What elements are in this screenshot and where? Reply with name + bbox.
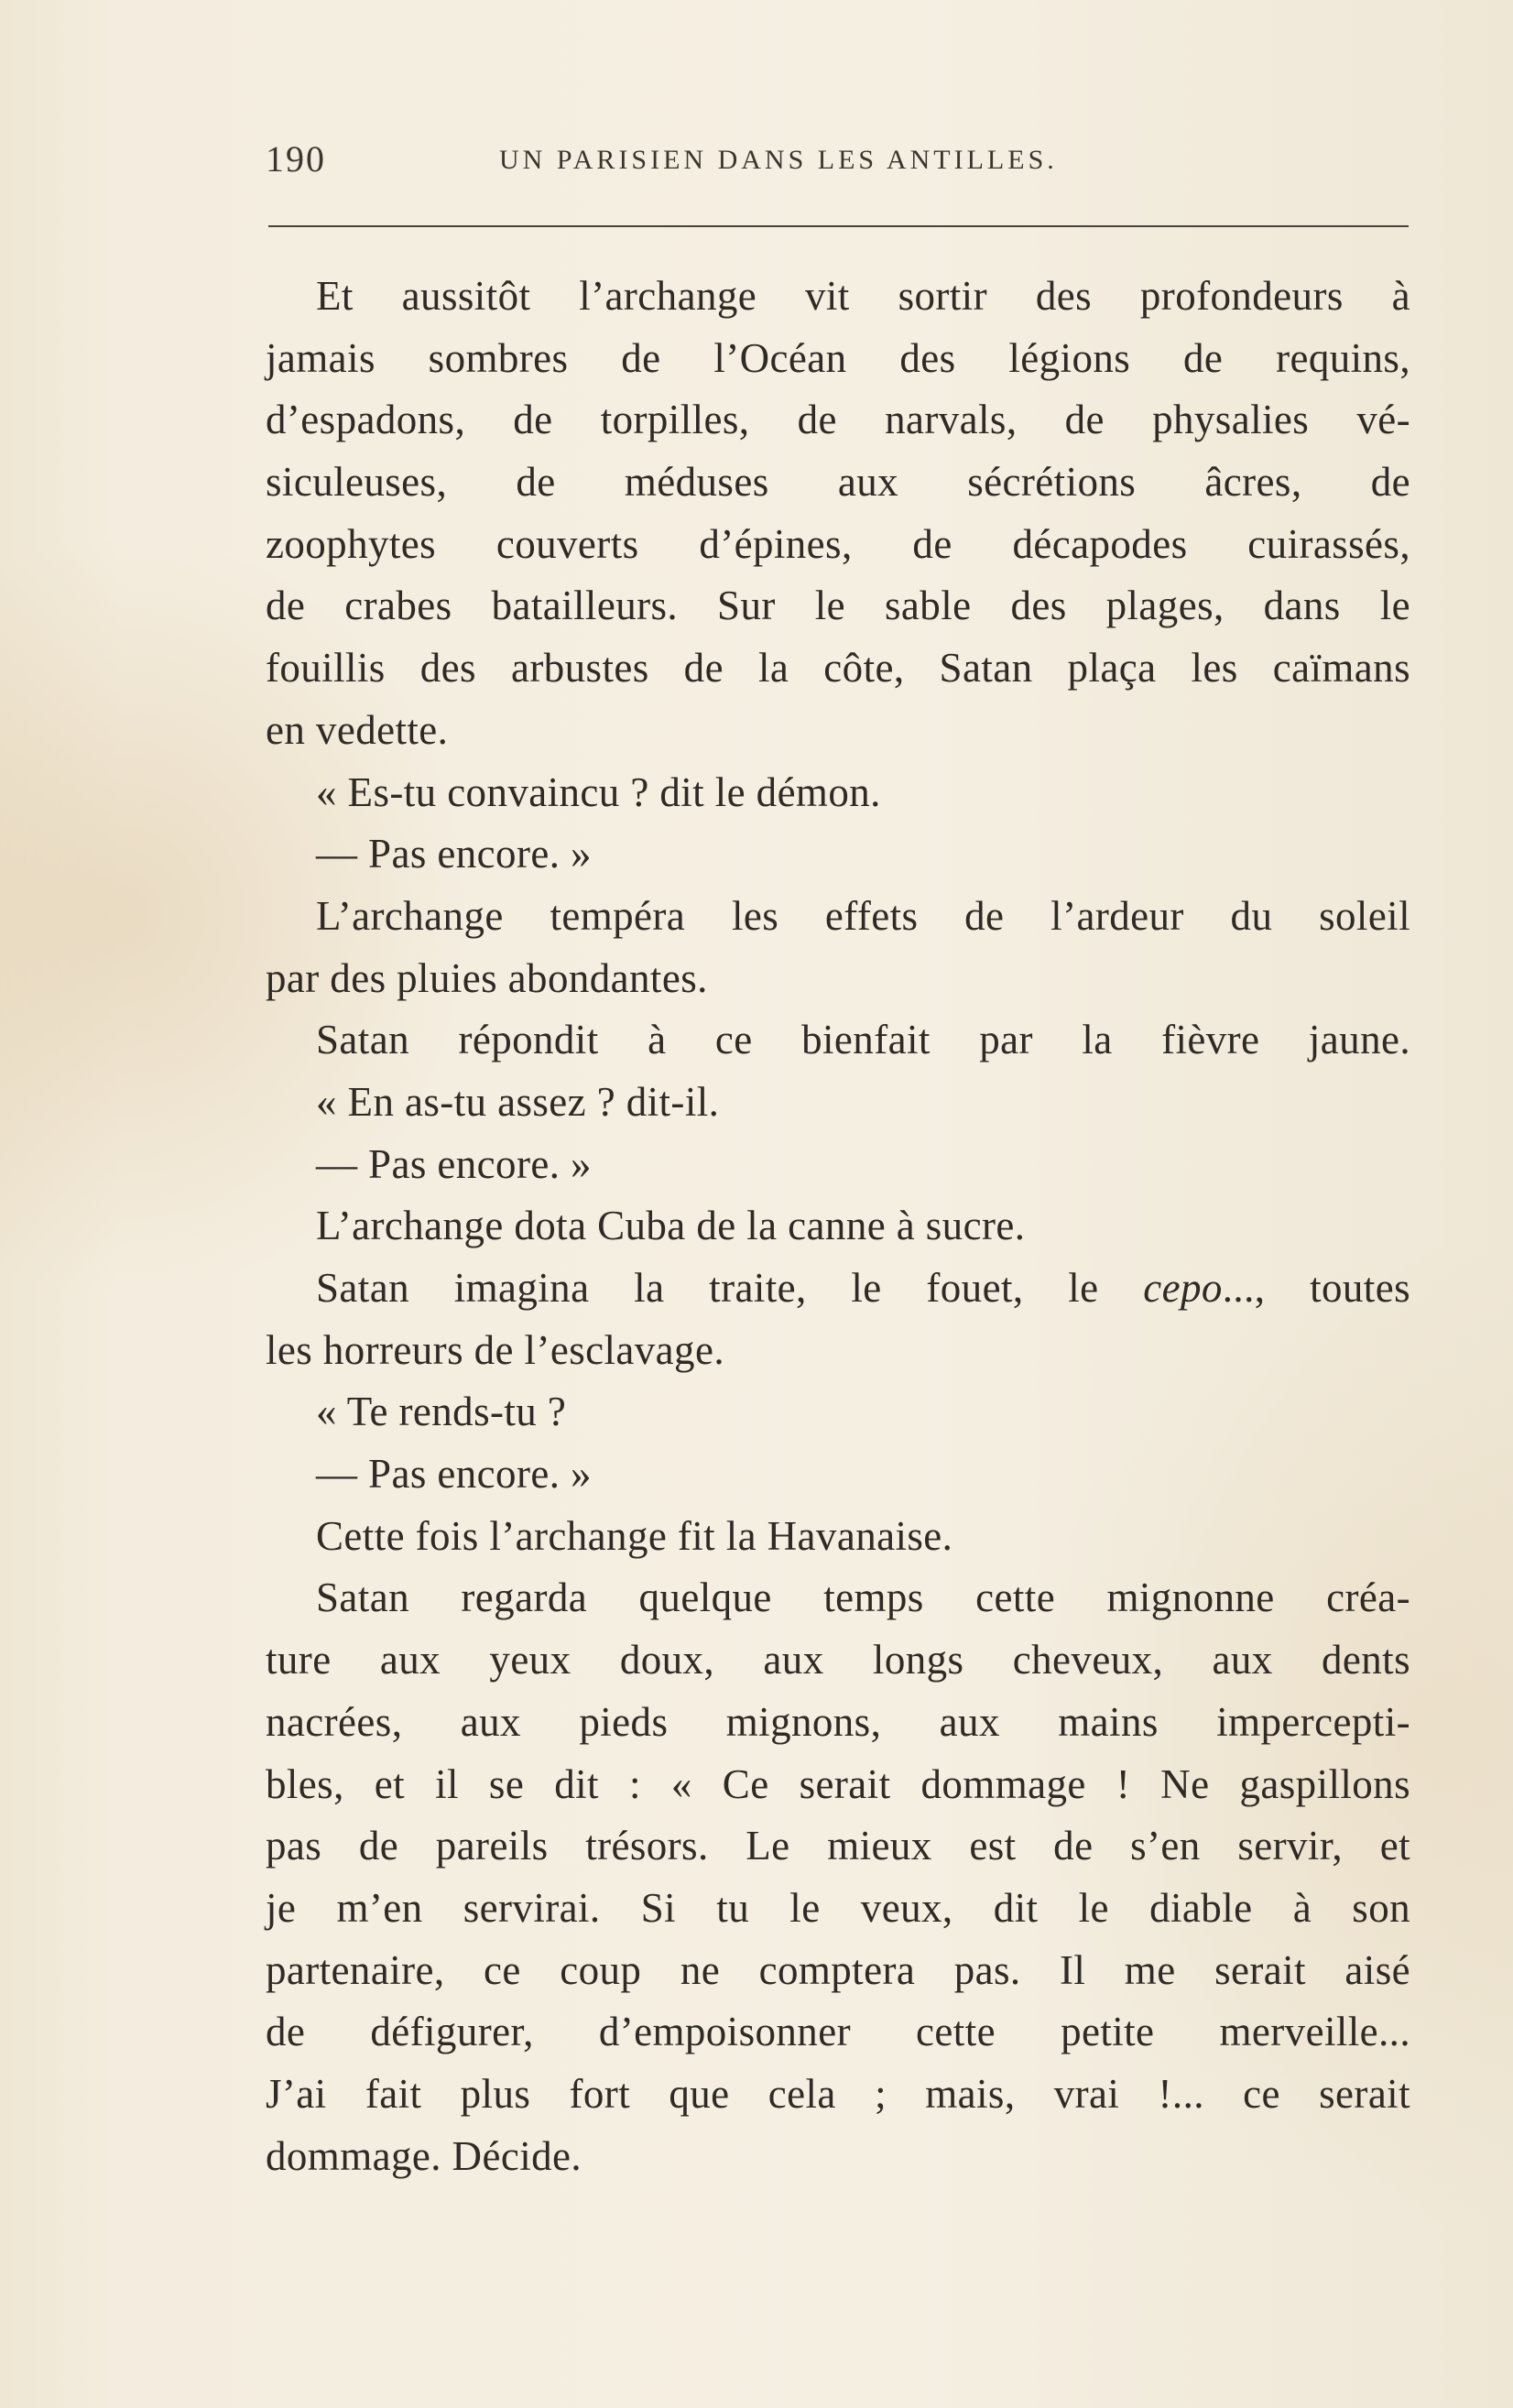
text-line: les horreurs de l’esclavage. [266,1326,724,1373]
text-line: « Te rends-tu ? [316,1389,567,1435]
text-line: J’ai fait plus fort que cela ; mais, vrai !... ce serait [266,2070,1410,2117]
text-line: jamais sombres de l’Océan des légions de requins, [266,334,1410,381]
running-title: UN PARISIEN DANS LES ANTILLES. [499,145,1058,175]
text-line [266,1258,1410,1320]
text-fragment: Satan imagina la traite, le fouet, le [316,1265,1144,1311]
text-line: — Pas encore. » [316,1451,592,1498]
text-line: « En as-tu assez ? dit-il. [316,1078,720,1125]
text-fragment: ..., toutes [1222,1265,1410,1311]
text-line: — Pas encore. » [316,831,592,877]
text-line: zoophytes couverts d’épines, de décapodes cuirassés, [266,520,1410,567]
text-line: Satan répondit à ce bienfait par la fièvre jaune. [316,1017,1410,1063]
text-line: L’archange dota Cuba de la canne à sucre. [316,1203,1026,1249]
text-line: de crabes batailleurs. Sur le sable des plages, dans le [266,583,1410,629]
page-number: 190 [266,138,326,180]
text-line: je m’en servirai. Si tu le veux, dit le diable à son [266,1884,1410,1931]
text-line: dommage. Décide. [266,2132,582,2179]
text-line: par des pluies abondantes. [266,954,708,1001]
text-line: de défigurer, d’empoisonner cette petite merveille... [266,2009,1410,2055]
text-line: pas de pareils trésors. Le mieux est de s’en servir, et [266,1823,1410,1869]
text-line: Cette fois l’archange fit la Havanaise. [316,1512,953,1559]
text-line: L’archange tempéra les effets de l’ardeur du soleil [316,892,1410,939]
text-line: partenaire, ce coup ne comptera pas. Il me serait aisé [266,1946,1410,1993]
text-line: ture aux yeux doux, aux longs cheveux, aux dents [266,1637,1410,1683]
text-line: d’espadons, de torpilles, de narvals, de physalies vé- [266,397,1410,443]
text-line: Satan regarda quelque temps cette mignonne créa- [316,1574,1410,1621]
text-line: « Es-tu convaincu ? dit le démon. [316,768,881,815]
text-line: — Pas encore. » [316,1140,592,1187]
text-line: Et aussitôt l’archange vit sortir des profondeurs à [316,273,1410,319]
text-line: fouillis des arbustes de la côte, Satan plaça les caïmans [266,645,1410,692]
text-line: nacrées, aux pieds mignons, aux mains impercepti- [266,1698,1410,1745]
text-line: bles, et il se dit : « Ce serait dommage ! Ne gaspillons [266,1760,1410,1807]
header-rule [268,225,1409,227]
italic-word: cepo [1143,1265,1223,1311]
text-line: en vedette. [266,706,449,753]
running-head [266,136,1410,191]
text-line: siculeuses, de méduses aux sécrétions âcres, de [266,459,1410,506]
body-text [266,266,1410,2187]
